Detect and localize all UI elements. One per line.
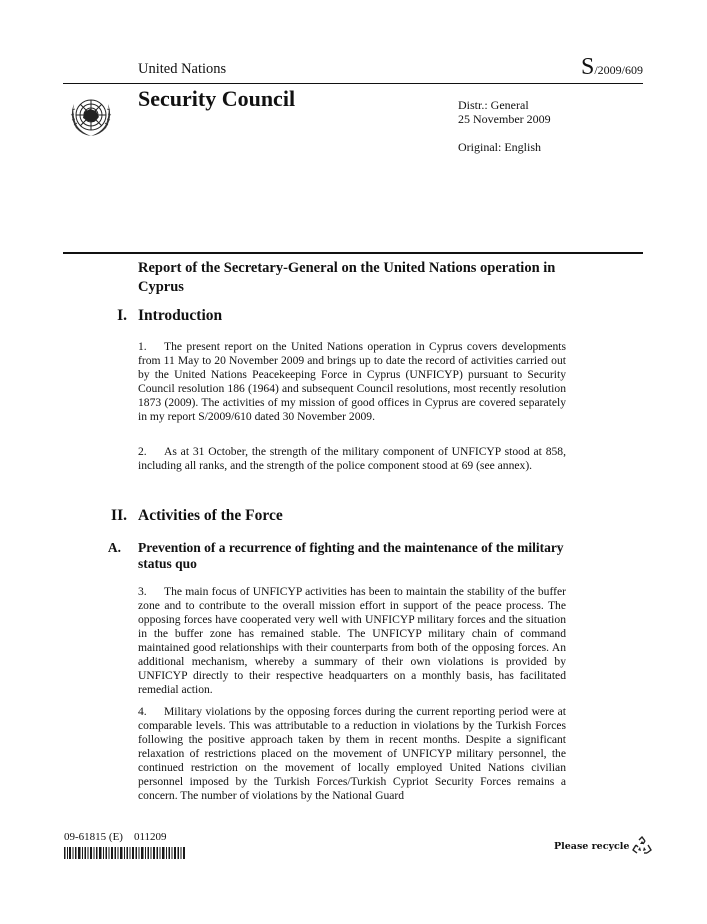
paragraph-number: 2. xyxy=(138,445,147,458)
paragraph-text: The present report on the United Nations operation in Cyprus covers developments from 11 May to 20 November 2009 and brings up to date the record of activities carried out by the United Nations Peacekeeping Force in Cyprus (UNFICYP) pursuant to Security Council resolution 186 (1964) and subsequent Council resolutions, most recently resolution 1873 (2009). The activities of my mission of good offices in Cyprus are covered separately in my report S/2009/610 dated 30 November 2009. xyxy=(138,340,566,423)
section-title: Activities of the Force xyxy=(138,507,283,524)
original-language: Original: English xyxy=(458,140,541,154)
job-number-line xyxy=(64,831,167,843)
section-heading-activities xyxy=(111,507,283,525)
recycle-notice xyxy=(554,836,652,856)
section-number: I. xyxy=(117,307,127,324)
organization-name: United Nations xyxy=(138,61,227,77)
report-title: Report of the Secretary-General on the United Nations operation in Cyprus xyxy=(138,260,556,295)
paragraph-2 xyxy=(138,445,566,473)
job-number: 09-61815 (E) xyxy=(64,831,123,843)
distribution: Distr.: General xyxy=(458,98,529,112)
paragraph-4 xyxy=(138,705,566,803)
recycle-label: Please recycle xyxy=(554,840,630,852)
document-date: 25 November 2009 xyxy=(458,112,551,126)
section-heading-introduction xyxy=(117,307,223,325)
un-emblem-icon xyxy=(66,92,116,142)
paragraph-1 xyxy=(138,340,566,424)
symbol-prefix: S xyxy=(580,54,595,80)
title-rule xyxy=(63,252,643,254)
paragraph-number: 1. xyxy=(138,340,147,353)
recycle-icon xyxy=(632,836,652,856)
paragraph-text: The main focus of UNFICYP activities has been to maintain the stability of the buffer zone and to contribute to the overall mission effort in support of the peace process. The opposing forces have cooperated very well with UNFICYP military forces and the situation in the buffer zone has remained stable. The UNFICYP military chain of command maintained good relationships with their counterparts from both of the opposing forces. An additional mechanism, whereby a summary of their own violations is provided by UNFICYP directly to their respective headquarters on a monthly basis, has facilitated remedial action. xyxy=(138,585,566,696)
document-symbol xyxy=(581,54,643,81)
paragraph-3 xyxy=(138,585,566,697)
header-rule xyxy=(63,83,643,84)
paragraph-text: Military violations by the opposing forces during the current reporting period were at comparable levels. This was attributable to a reduction in violations by the Turkish Forces following the positive approach taken by them in recent months. Despite a significant relaxation of restrictions placed on the movement of UNFICYP military personnel, the continued restriction on the movement of locally employed United Nations civilian personnel imposed by the Turkish Forces/Turkish Cypriot Security Forces remains a concern. The number of violations by the National Guard xyxy=(138,705,566,802)
organ-name: Security Council xyxy=(138,86,296,111)
subsection-heading-a xyxy=(107,540,568,572)
paragraph-text: As at 31 October, the strength of the military component of UNFICYP stood at 858, including all ranks, and the strength of the police component stood at 69 (see annex). xyxy=(138,445,566,472)
distribution-block xyxy=(458,98,551,126)
subsection-title: Prevention of a recurrence of fighting and the maintenance of the military status quo xyxy=(138,540,564,571)
barcode-icon xyxy=(64,847,186,859)
section-title: Introduction xyxy=(138,307,223,324)
symbol-suffix: /2009/609 xyxy=(594,63,643,77)
section-number: II. xyxy=(111,507,127,524)
job-date: 011209 xyxy=(133,831,167,843)
subsection-number: A. xyxy=(107,540,121,555)
paragraph-number: 4. xyxy=(138,705,147,718)
paragraph-number: 3. xyxy=(138,585,147,598)
